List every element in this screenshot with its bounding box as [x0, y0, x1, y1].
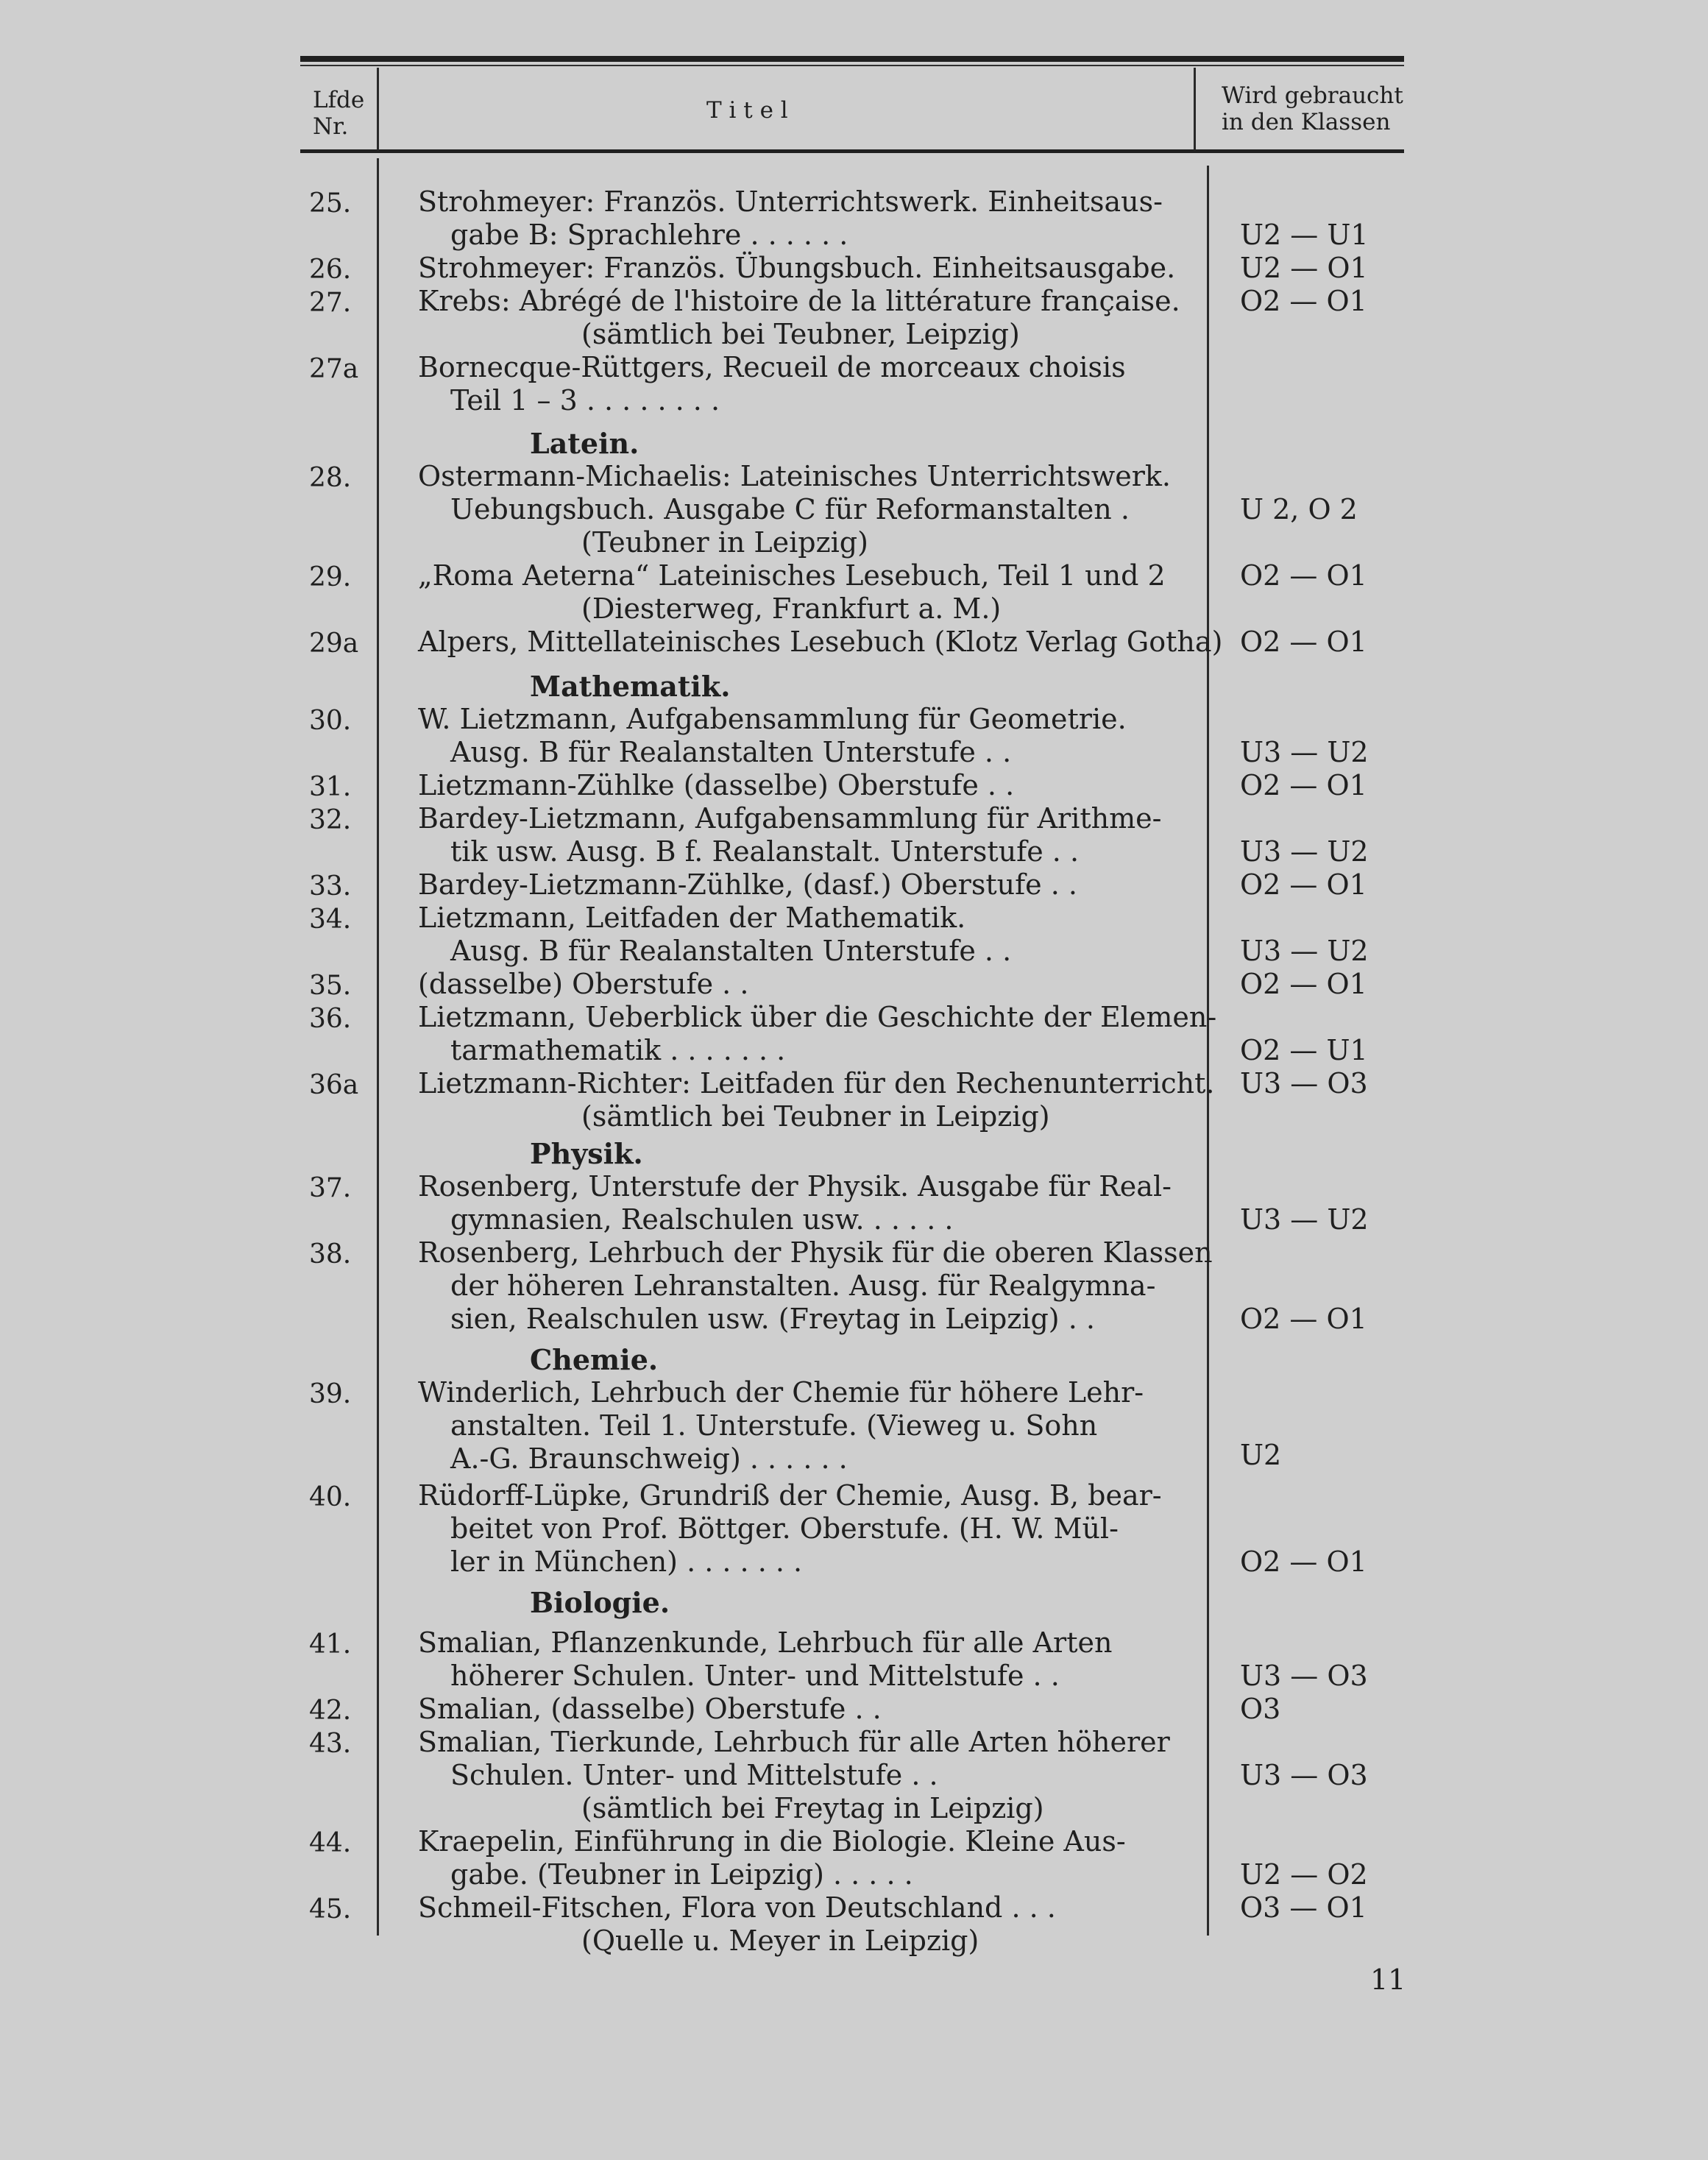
- entry-title-line: Lietzmann, Ueberblick über die Geschichte der Elemen-: [418, 1001, 1217, 1033]
- entry-classes: O2 — O1: [1240, 968, 1367, 1000]
- entry-title-line: ler in München) . . . . . . .: [450, 1545, 803, 1578]
- entry-title-line: anstalten. Teil 1. Unterstufe. (Vieweg u. Sohn: [450, 1409, 1098, 1442]
- entry-number: 32.: [309, 805, 352, 835]
- entry-title-line: Ostermann-Michaelis: Lateinisches Unterrichtswerk.: [418, 460, 1172, 492]
- top-rule: [300, 56, 1404, 62]
- entry-number: 28.: [309, 463, 352, 493]
- entry-number: 36a: [309, 1070, 359, 1100]
- entry-classes: U2 — O1: [1240, 252, 1368, 284]
- entry-classes: U3 — O3: [1240, 1660, 1368, 1692]
- entry-number: 26.: [309, 255, 352, 285]
- entry-title-line: Rosenberg, Lehrbuch der Physik für die oberen Klassen: [418, 1236, 1213, 1269]
- section-heading: Biologie.: [530, 1586, 670, 1619]
- column-divider-classes: [1207, 166, 1209, 1936]
- entry-classes: U3 — U2: [1240, 835, 1369, 868]
- entry-classes: O3: [1240, 1693, 1281, 1725]
- entry-number: 40.: [309, 1482, 352, 1512]
- entry-title-line: Bardey-Lietzmann, Aufgabensammlung für Arithme-: [418, 802, 1162, 835]
- entry-title-line: (dasselbe) Oberstufe . .: [418, 968, 749, 1000]
- entry-title-line: (Teubner in Leipzig): [581, 526, 868, 559]
- header-col-classes: Wird gebraucht in den Klassen: [1222, 82, 1403, 135]
- entry-title-line: gymnasien, Realschulen usw. . . . . .: [450, 1203, 954, 1236]
- column-divider-nr: [377, 158, 379, 1936]
- entry-classes: U3 — U2: [1240, 1203, 1369, 1236]
- entry-title-line: Ausg. B für Realanstalten Unterstufe . .: [450, 736, 1012, 768]
- entry-title-line: gabe. (Teubner in Leipzig) . . . . .: [450, 1858, 913, 1891]
- header-rule: [300, 149, 1404, 153]
- entry-title-line: Kraepelin, Einführung in die Biologie. Kleine Aus-: [418, 1825, 1126, 1858]
- section-heading: Chemie.: [530, 1343, 659, 1376]
- entry-number: 34.: [309, 904, 352, 935]
- entry-number: 27a: [309, 354, 359, 384]
- entry-title-line: Ausg. B für Realanstalten Unterstufe . .: [450, 935, 1012, 967]
- section-heading: Physik.: [530, 1137, 643, 1170]
- entry-title-line: Smalian, Tierkunde, Lehrbuch für alle Arten höherer: [418, 1726, 1170, 1758]
- entry-title-line: Bardey-Lietzmann-Zühlke, (dasf.) Oberstufe . .: [418, 868, 1077, 901]
- entry-title-line: Alpers, Mittellateinisches Lesebuch (Klotz Verlag Gotha): [418, 626, 1223, 658]
- section-heading: Latein.: [530, 427, 639, 460]
- header-col-title: T i t e l: [706, 97, 788, 124]
- entry-number: 29a: [309, 628, 359, 659]
- entry-classes: U3 — U2: [1240, 935, 1369, 967]
- entry-title-line: der höheren Lehranstalten. Ausg. für Realgymna-: [450, 1270, 1156, 1302]
- entry-number: 41.: [309, 1629, 352, 1660]
- entry-number: 45.: [309, 1894, 352, 1924]
- entry-title-line: W. Lietzmann, Aufgabensammlung für Geometrie.: [418, 703, 1127, 735]
- entry-number: 29.: [309, 562, 352, 592]
- entry-title-line: tik usw. Ausg. B f. Realanstalt. Unterstufe . .: [450, 835, 1080, 868]
- entry-title-line: (sämtlich bei Freytag in Leipzig): [581, 1792, 1044, 1824]
- entry-classes: U3 — O3: [1240, 1759, 1368, 1791]
- entry-classes: O2 — O1: [1240, 285, 1367, 317]
- entry-title-line: (Quelle u. Meyer in Leipzig): [581, 1924, 979, 1957]
- entry-classes: U2: [1240, 1439, 1282, 1471]
- column-divider-classes-header: [1194, 68, 1196, 150]
- entry-title-line: Krebs: Abrégé de l'histoire de la littérature française.: [418, 285, 1180, 317]
- entry-title-line: sien, Realschulen usw. (Freytag in Leipzig) . .: [450, 1303, 1095, 1335]
- entry-number: 39.: [309, 1379, 352, 1409]
- entry-classes: O2 — U1: [1240, 1034, 1368, 1066]
- entry-title-line: tarmathematik . . . . . . .: [450, 1034, 786, 1066]
- entry-title-line: „Roma Aeterna“ Lateinisches Lesebuch, Teil 1 und 2: [418, 559, 1166, 592]
- entry-classes: U 2, O 2: [1240, 493, 1358, 525]
- entry-classes: O2 — O1: [1240, 1545, 1367, 1578]
- entry-classes: U2 — O2: [1240, 1858, 1368, 1891]
- entry-title-line: Smalian, (dasselbe) Oberstufe . .: [418, 1693, 882, 1725]
- header-col-nr: Lfde Nr.: [313, 87, 365, 140]
- entry-classes: U3 — O3: [1240, 1067, 1368, 1100]
- entry-number: 27.: [309, 288, 352, 318]
- entry-title-line: Schulen. Unter- und Mittelstufe . .: [450, 1759, 938, 1791]
- entry-number: 44.: [309, 1828, 352, 1858]
- entry-title-line: Strohmeyer: Französ. Übungsbuch. Einheitsausgabe.: [418, 252, 1176, 284]
- entry-number: 38.: [309, 1239, 352, 1270]
- entry-title-line: höherer Schulen. Unter- und Mittelstufe . .: [450, 1660, 1060, 1692]
- entry-number: 43.: [309, 1729, 352, 1759]
- entry-classes: O2 — O1: [1240, 769, 1367, 801]
- entry-title-line: Bornecque-Rüttgers, Recueil de morceaux choisis: [418, 351, 1126, 383]
- entry-number: 33.: [309, 871, 352, 902]
- column-divider-nr-header: [377, 68, 379, 150]
- entry-title-line: Teil 1 – 3 . . . . . . . .: [450, 384, 720, 417]
- entry-title-line: Lietzmann, Leitfaden der Mathematik.: [418, 902, 966, 934]
- entry-number: 37.: [309, 1173, 352, 1203]
- entry-number: 42.: [309, 1696, 352, 1726]
- entry-classes: O3 — O1: [1240, 1891, 1367, 1924]
- entry-title-line: Schmeil-Fitschen, Flora von Deutschland . . .: [418, 1891, 1056, 1924]
- entry-title-line: Lietzmann-Zühlke (dasselbe) Oberstufe . .: [418, 769, 1015, 801]
- entry-title-line: A.-G. Braunschweig) . . . . . .: [450, 1442, 848, 1475]
- entry-title-line: Lietzmann-Richter: Leitfaden für den Rechenunterricht.: [418, 1067, 1215, 1100]
- top-rule-thin: [300, 65, 1404, 66]
- entry-number: 30.: [309, 706, 352, 736]
- entry-title-line: Uebungsbuch. Ausgabe C für Reformanstalten .: [450, 493, 1130, 525]
- entry-classes: O2 — O1: [1240, 626, 1367, 658]
- entry-title-line: Rosenberg, Unterstufe der Physik. Ausgabe für Real-: [418, 1170, 1172, 1203]
- entry-classes: O2 — O1: [1240, 1303, 1367, 1335]
- entry-title-line: gabe B: Sprachlehre . . . . . .: [450, 219, 848, 251]
- entry-number: 31.: [309, 772, 352, 802]
- entry-title-line: (sämtlich bei Teubner, Leipzig): [581, 318, 1020, 350]
- section-heading: Mathematik.: [530, 670, 731, 703]
- entry-number: 25.: [309, 188, 352, 219]
- entry-number: 35.: [309, 971, 352, 1001]
- entry-title-line: Smalian, Pflanzenkunde, Lehrbuch für alle Arten: [418, 1626, 1113, 1659]
- entry-title-line: (Diesterweg, Frankfurt a. M.): [581, 592, 1002, 625]
- page-number: 11: [1370, 1964, 1406, 1996]
- entry-number: 36.: [309, 1004, 352, 1034]
- entry-classes: U2 — U1: [1240, 219, 1369, 251]
- entry-classes: O2 — O1: [1240, 868, 1367, 901]
- entry-classes: O2 — O1: [1240, 559, 1367, 592]
- entry-title-line: Rüdorff-Lüpke, Grundriß der Chemie, Ausg. B, bear-: [418, 1479, 1162, 1512]
- entry-classes: U3 — U2: [1240, 736, 1369, 768]
- entry-title-line: beitet von Prof. Böttger. Oberstufe. (H. W. Mül-: [450, 1512, 1119, 1545]
- entry-title-line: (sämtlich bei Teubner in Leipzig): [581, 1100, 1050, 1133]
- entry-title-line: Winderlich, Lehrbuch der Chemie für höhere Lehr-: [418, 1376, 1144, 1409]
- entry-title-line: Strohmeyer: Französ. Unterrichtswerk. Einheitsaus-: [418, 185, 1163, 218]
